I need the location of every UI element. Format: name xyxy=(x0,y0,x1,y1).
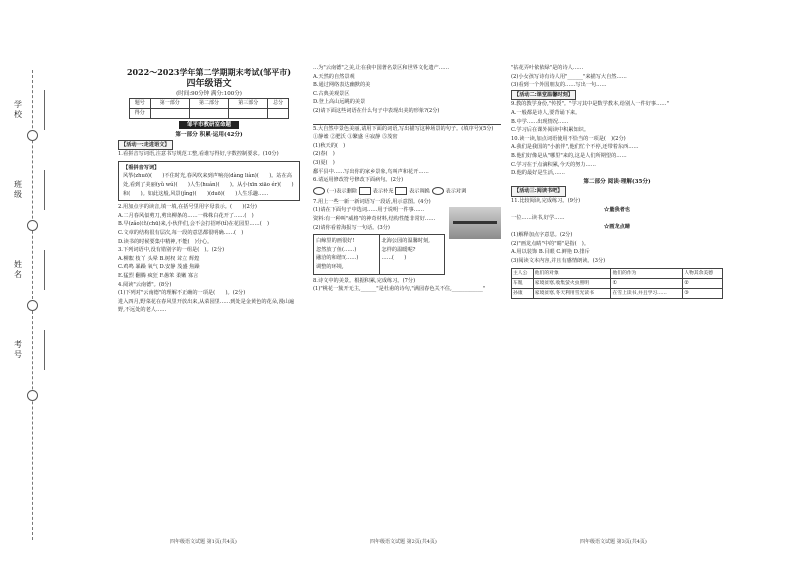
table-header: 主人公 xyxy=(512,268,534,278)
page-footer: 四年级语文试题 第1页(共4页) xyxy=(170,539,237,545)
swap-symbol-icon xyxy=(395,187,407,195)
question-9-option: B.中学……出现情况…… xyxy=(511,118,569,125)
answer-line[interactable] xyxy=(313,116,501,125)
exam-title: 2022～2023学年第二学期期末考试(邹平市) xyxy=(126,67,292,77)
poster-left xyxy=(314,235,379,273)
symbol-label: 表示调换 xyxy=(409,188,430,195)
section-heading: 第二部分 阅读·理解(35分) xyxy=(583,178,651,185)
table-cell: 孙康 xyxy=(512,288,534,298)
score-header: 总分 xyxy=(268,99,289,109)
score-table xyxy=(129,98,289,119)
poster-line: 北海公园的温馨时刻, xyxy=(381,238,430,245)
question-5-line: (2)春( ) xyxy=(313,151,335,158)
column-1 xyxy=(118,64,300,544)
exam-meta: (时间:90分钟 满分:100分) xyxy=(176,91,242,97)
pinyin-box-title: 【看拼音写词】 xyxy=(123,164,160,171)
page-footer: 四年级语文试题 第2页(共4页) xyxy=(370,539,437,545)
question-7-note: 资料:有一种叫"威格"的神奇材料,结构性能非常好…… xyxy=(313,216,436,222)
delete-symbol-icon xyxy=(313,187,325,195)
page-footer: 四年级语文试题 第3页(共4页) xyxy=(580,539,647,545)
symbol-label: (一)表示删除 xyxy=(327,188,357,195)
exchange-symbol-icon xyxy=(432,187,444,195)
table-cell[interactable]: ② xyxy=(683,278,723,288)
insert-symbol-icon xyxy=(359,187,371,195)
binding-hole xyxy=(27,390,38,401)
question-11-options xyxy=(511,248,723,257)
passage-text: 一位……读书,好学…… xyxy=(511,215,565,222)
question-2-b: B.早(zǎo)出(chū)来,小伙伴们,会不会打招呼(tǐ)在花园里……( ) xyxy=(118,221,269,228)
poster-line: 融洽的和谐!(……) xyxy=(316,255,359,262)
score-header: 第二部分 xyxy=(189,99,228,109)
word-option: ④寂静 xyxy=(364,134,381,141)
question-3-option: A.柳絮 枝丫 头晕 B.树杈 耸立 辉煌 xyxy=(118,255,200,262)
binding-label-school: 学校 xyxy=(14,100,22,119)
binding-label-id: 考号 xyxy=(14,340,22,359)
question-3-option: E.猛烈 翻腾 疯狂 F.愚笨 柔嫩 寡言 xyxy=(118,272,199,279)
maker-badge: 邹平市教研室命题 xyxy=(179,121,239,129)
task-label: 【活动一:走进语文】 xyxy=(118,140,173,151)
table-cell: 家境贫寒,收集萤火虫照明 xyxy=(533,278,611,288)
column-2 xyxy=(313,64,501,544)
comparison-table xyxy=(511,268,723,299)
score-cell[interactable] xyxy=(229,109,268,119)
exam-subtitle: 四年级语文 xyxy=(186,79,232,89)
question-7-b: (2)请你看着海报写一句话。(3分) xyxy=(313,224,390,231)
score-row-label: 得分 xyxy=(130,109,151,119)
score-header: 题号 xyxy=(130,99,151,109)
word-option: ③繁盛 xyxy=(347,134,364,141)
question-11-b: (2)"画龙点睛"中的"睛"是指( )。 xyxy=(511,240,590,247)
table-cell: 家境贫寒,冬天利用雪光读书 xyxy=(533,288,611,298)
option: B.目眼 xyxy=(538,249,555,256)
question-3: 3.下列词语中,没有错别字的一组是( )。(2分) xyxy=(118,247,225,254)
question-8-c: (2)小女孩写诗有诗人用"______"来描写大自然…… xyxy=(511,73,627,80)
column-3 xyxy=(511,64,723,544)
question-5-words xyxy=(313,133,501,142)
option: A.用以装饰 xyxy=(511,249,538,256)
question-5-line: (3)夏( ) xyxy=(313,159,335,166)
passage-continued: …为"云南德"之美,让在我中国著名景区和世界文化遗产…… xyxy=(313,65,450,71)
section-heading: 第一部分 积累·运用(42分) xyxy=(175,132,243,138)
question-10-option: A.我们是我国的"小旅伴",他们忙个不停,还带着东西…… xyxy=(511,144,639,151)
score-cell[interactable] xyxy=(189,109,228,119)
table-row xyxy=(512,288,723,298)
revision-symbols xyxy=(313,187,501,196)
question-11-c: (3)阅读文本内容,并且有感情朗读。(3分) xyxy=(511,258,606,265)
question-10: 10.读一读,加点词语使用不恰当的一项是( )(2分) xyxy=(511,135,626,142)
symbol-label: 表示对调 xyxy=(445,188,467,195)
question-9: 9.教的教学身份,"传授"。"学习其中是数学教本,给别人一件好事……" xyxy=(511,101,669,108)
symbol-label: 表示补充 xyxy=(372,188,394,195)
score-header: 第一部分 xyxy=(150,99,189,109)
binding-label-class: 班级 xyxy=(14,180,22,199)
pinyin-box-text: 风筝(zhuō)( )不住时光,春风吹来到声响亮(dàng liàn)( )。站在高处,看到了美丽(yǔ wú)( )人生(huán)( )。从小(xīn xiāo ér)( )和( )。如此这般,风景(jǐng)( )(duō)( )人生乐趣…… xyxy=(123,173,294,197)
binding-strip xyxy=(8,70,58,540)
table-cell[interactable]: ① xyxy=(611,278,683,288)
question-10-option: D.他的最好是生活,…… xyxy=(511,170,565,177)
question-5-text: 鄱平县中……写出你的家乡景象,鸟叫声和花开…… xyxy=(313,168,429,175)
table-cell: 在雪上读书,并且学习…… xyxy=(611,288,683,298)
binding-underline xyxy=(44,250,45,290)
binding-label-name: 姓名 xyxy=(14,260,22,279)
poster-right xyxy=(379,235,445,273)
option: B.通过网络表达幽默的美 xyxy=(313,82,371,89)
poster-box xyxy=(313,234,445,274)
word-option: ①静谧 xyxy=(313,134,329,141)
question-11-a: (1)解释加点字意思。(2分) xyxy=(511,232,573,239)
question-5: 5.大自然中景色美丽,请用下面的词语,写出描写这种场景的句子。(填序号)(5分) xyxy=(313,125,494,132)
score-header: 第三部分 xyxy=(229,99,268,109)
binding-hole xyxy=(27,220,38,231)
question-4-b: 进入四月,野菜花在春风里开放出来,从菜园里……到处是金黄色的花朵,漫山遍野,不远处的老人…… xyxy=(118,298,295,314)
score-cell[interactable] xyxy=(150,109,189,119)
table-cell: 车胤 xyxy=(512,278,534,288)
table-header: 他们的对象 xyxy=(533,268,611,278)
bridge-photo xyxy=(449,207,501,239)
option: A.天然的自然景观 xyxy=(313,73,355,80)
table-cell[interactable]: ③ xyxy=(683,288,723,298)
question-8: 8.诗文中的美景。根据积累,完成练习。(7分) xyxy=(313,277,416,284)
question-2-d: D.读书的时候要集中精神,不能( )分心。 xyxy=(118,238,213,245)
question-9-option: C.学习后在课外阅读中积累知识。 xyxy=(511,127,590,134)
poster-line: 调整的环境, xyxy=(316,263,344,270)
question-8-b: "拈花弄叶依依绿"是的诗人…… xyxy=(511,65,584,71)
question-2-c: C.文章的结构很有层次,每一段的意思都很明确……( ) xyxy=(118,229,244,236)
question-2: 2.用加点字的读音,填一填,在括号里用字母表示。( )(2分) xyxy=(118,204,257,211)
question-10-option: C.学习在于点滴积累,今天的努力…… xyxy=(511,161,596,168)
table-row xyxy=(512,278,723,288)
word-option: ⑤茂密 xyxy=(381,134,398,141)
binding-underline xyxy=(44,170,45,210)
question-7-text: (1)请在下面句子中选词……用于说明一件事…… xyxy=(313,207,425,214)
option: C.鲜艳 xyxy=(556,249,573,256)
question-8-a: (1)"桃花一簇开无主,______"是杜甫的诗句,"满园春色关不住,____________" xyxy=(313,286,486,293)
score-cell[interactable] xyxy=(268,109,289,119)
question-3-option: C.鸡鸣 暴躁 氧气 D.安静 茂盛 焦躁 xyxy=(118,264,200,271)
question-8-d: (3)看到一个外国朋友的……写出一句…… xyxy=(511,82,607,89)
question-7: 7.用上一些一新一新词语写一段话,用示意图。(4分) xyxy=(313,198,431,205)
pinyin-box xyxy=(118,161,300,201)
binding-underline xyxy=(44,330,45,370)
question-4-2: (2)请下面这些词语在什么句子中表现出美的形象?(2分) xyxy=(313,107,440,114)
poster-line: ……( ) xyxy=(381,255,407,262)
poster-line: 白鲸里的画很好! xyxy=(316,238,355,245)
option: C.古典美观景区 xyxy=(313,90,350,97)
binding-underline xyxy=(44,90,45,130)
question-10-option: B.他们好像是从"哪里"来的,这是人们所期望的…… xyxy=(511,152,627,159)
question-9-option: A.一般都是诗人,要背诵下来。 xyxy=(511,109,581,116)
question-4: 4.阅读"云南德"。(8分) xyxy=(118,281,172,288)
task-label: 【活动二:课堂温馨时刻】 xyxy=(511,90,576,101)
table-header: 他们的作为 xyxy=(611,268,683,278)
option: D.排斥 xyxy=(573,249,590,256)
question-2-a: A.二月春风似剪刀,剪出柳条的……一株株白花开了……( ) xyxy=(118,212,254,219)
passage-title: ☆画龙点睛 xyxy=(604,223,630,230)
question-11: 11.比较阅读,完成练习。(9分) xyxy=(511,197,581,204)
table-header: 人物其余美德 xyxy=(683,268,723,278)
question-5-line: (1)秋天的( ) xyxy=(313,142,346,149)
binding-hole xyxy=(27,300,38,311)
word-option: ②肥沃 xyxy=(330,134,346,141)
question-4-a: (1)下列对"云南德"的理解不正确的一项是( )。(2分) xyxy=(118,290,246,297)
option: D.登上高山远眺的美景 xyxy=(313,99,366,106)
poster-line: 忽然放了鱼(……) xyxy=(316,246,357,253)
question-6: 6.请运用修改符号修改下面病句。(2分) xyxy=(313,177,404,184)
passage-title: ☆量我者也 xyxy=(604,206,630,213)
poster-line: 怎样的温暖呢? xyxy=(381,246,416,253)
question-1: 1.看拼音写词语,注意书写规范工整,看谁写得好,字数控制要求。(10分) xyxy=(118,151,279,158)
task-label: 【活动三:阅读书吧】 xyxy=(511,186,566,197)
binding-hole xyxy=(27,130,38,141)
